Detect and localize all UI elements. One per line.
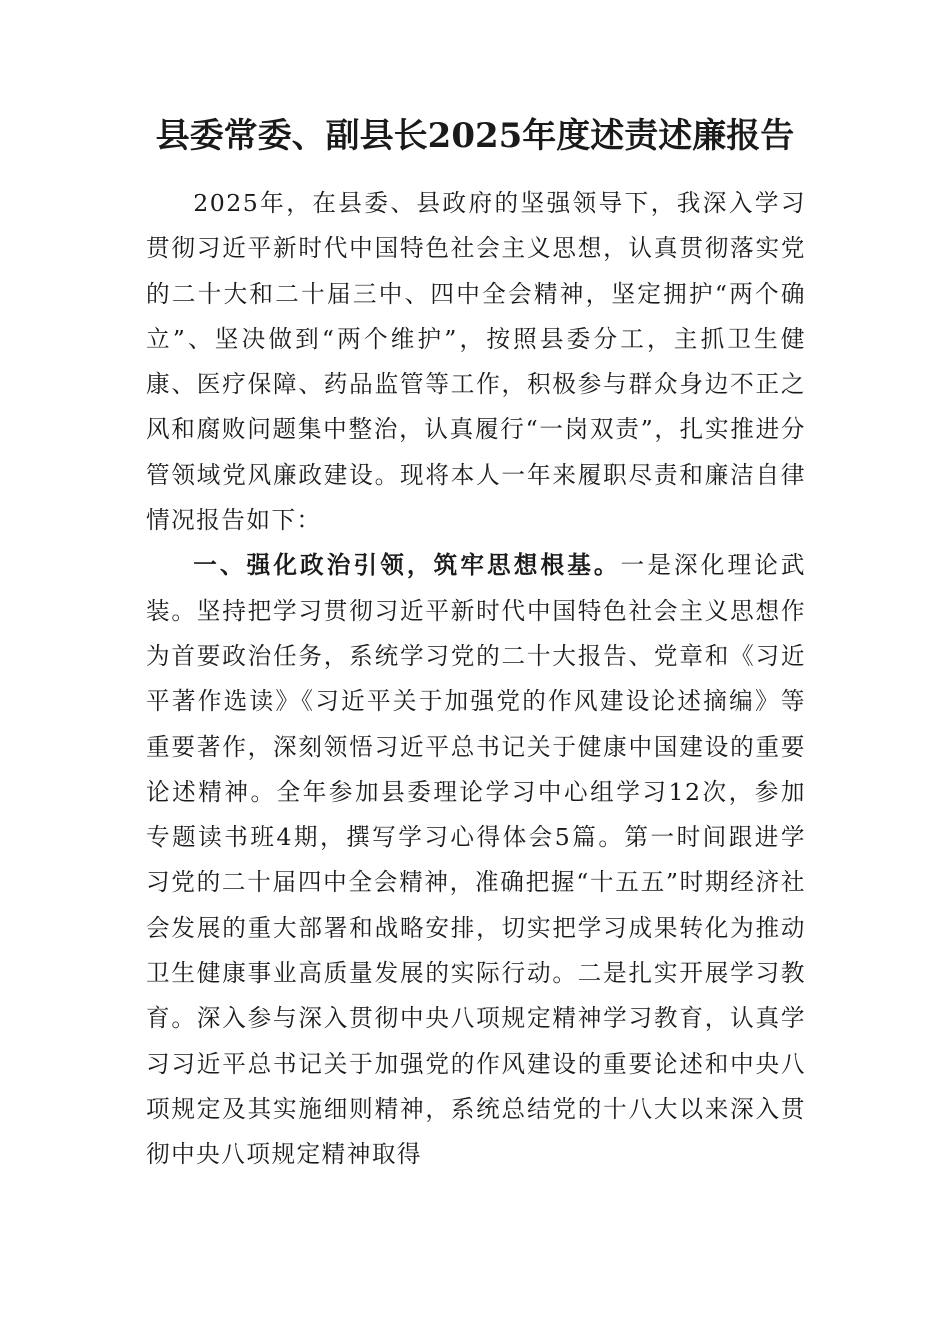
section-1-paragraph <box>146 543 806 1177</box>
intro-paragraph: 2025年，在县委、县政府的坚强领导下，我深入学习贯彻习近平新时代中国特色社会主义思想，认真贯彻落实党的二十大和二十届三中、四中全会精神，坚定拥护“两个确立”、坚决做到“两个维护”，按照县委分工，主抓卫生健康、医疗保障、药品监管等工作，积极参与群众身边不正之风和腐败问题集中整治，认真履行“一岗双责”，扎实推进分管领域党风廉政建设。现将本人一年来履职尽责和廉洁自律情况报告如下： <box>146 189 806 535</box>
document-body <box>146 181 806 1178</box>
section-1-heading: 一、强化政治引领，筑牢思想根基。 <box>193 551 621 580</box>
section-1-text: 一是深化理论武装。坚持把学习贯彻习近平新时代中国特色社会主义思想作为首要政治任务，系统学习党的二十大报告、党章和《习近平著作选读》《习近平关于加强党的作风建设论述摘编》等重要著作，深刻领悟习近平总书记关于健康中国建设的重要论述精神。全年参加县委理论学习中心组学习12次，参加专题读书班4期，撰写学习心得体会5篇。第一时间跟进学习党的二十届四中全会精神，准确把握“十五五”时期经济社会发展的重大部署和战略安排，切实把学习成果转化为推动卫生健康事业高质量发展的实际行动。二是扎实开展学习教育。深入参与深入贯彻中央八项规定精神学习教育，认真学习习近平总书记关于加强党的作风建设的重要论述和中央八项规定及其实施细则精神，系统总结党的十八大以来深入贯彻中央八项规定精神取得 <box>146 551 807 1169</box>
document-title: 县委常委、副县长2025年度述责述廉报告 <box>155 116 795 156</box>
